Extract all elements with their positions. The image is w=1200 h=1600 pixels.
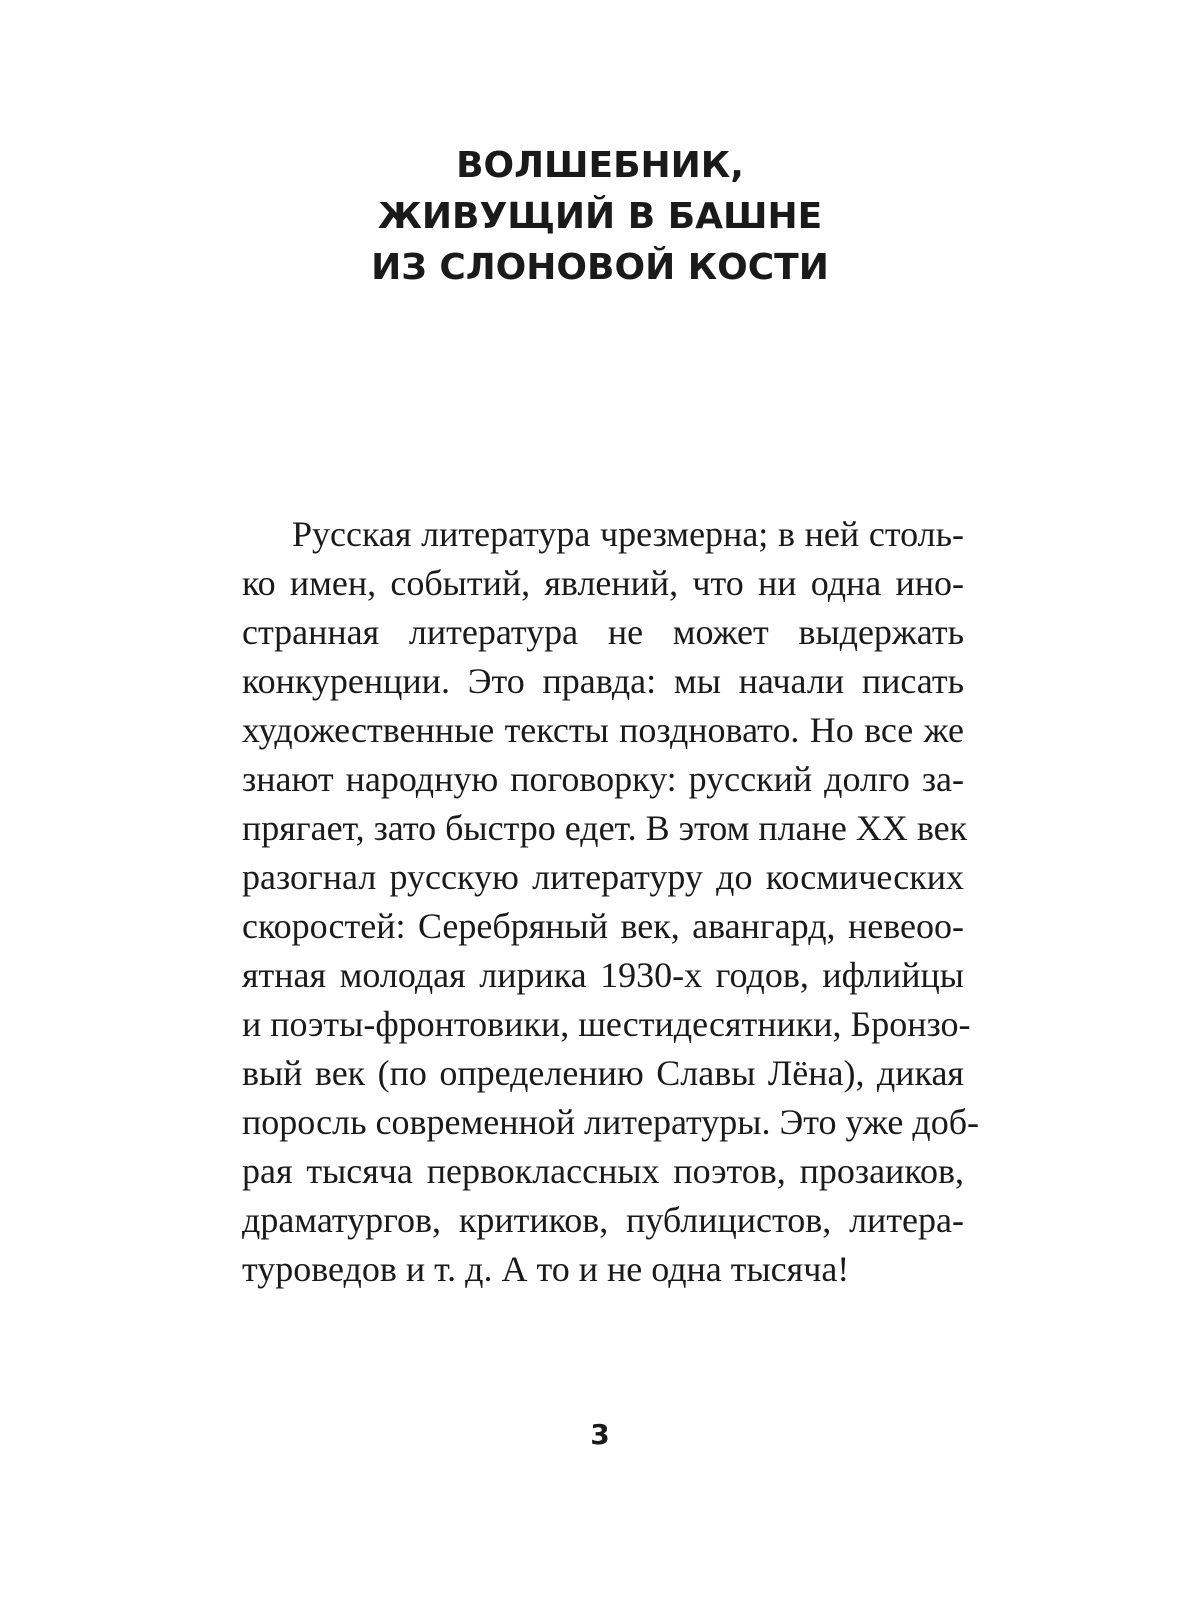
text-line: драматургов, критиков, публицистов, литера- <box>242 1200 964 1240</box>
text-line: конкуренции. Это правда: мы начали писать <box>242 661 964 701</box>
text-line: знают народную поговорку: русский долго за- <box>242 759 964 799</box>
text-line: разогнал русскую литературу до космических <box>242 857 964 897</box>
text-line: поросль современной литературы. Это уже доб- <box>242 1102 980 1142</box>
text-line: Русская литература чрезмерна; в ней столь- <box>292 514 964 554</box>
text-line: ятная молодая лирика 1930-х годов, ифлийцы <box>242 955 964 995</box>
chapter-title-line: ЖИВУЩИЙ В БАШНЕ <box>377 196 823 237</box>
body-paragraph <box>242 510 980 1294</box>
text-line: вый век (по определению Славы Лёна), дикая <box>242 1053 964 1093</box>
text-line: ко имен, событий, явлений, что ни одна ино- <box>242 563 964 603</box>
text-line: скоростей: Серебряный век, авангард, невеоо- <box>242 906 964 946</box>
page-number: 3 <box>590 1418 610 1451</box>
text-line: туроведов и т. д. А то и не одна тысяча! <box>242 1249 850 1289</box>
chapter-title-line: ВОЛШЕБНИК, <box>456 145 744 186</box>
chapter-title <box>0 140 1200 293</box>
chapter-title-line: ИЗ СЛОНОВОЙ КОСТИ <box>371 247 829 288</box>
text-line: художественные тексты поздновато. Но все же <box>242 710 964 750</box>
text-line: и поэты-фронтовики, шестидесятники, Бронзо- <box>242 1004 971 1044</box>
text-line: рая тысяча первоклассных поэтов, прозаиков, <box>242 1151 964 1191</box>
text-line: странная литература не может выдержать <box>242 612 964 652</box>
text-line: прягает, зато быстро едет. В этом плане XX век <box>242 808 968 848</box>
